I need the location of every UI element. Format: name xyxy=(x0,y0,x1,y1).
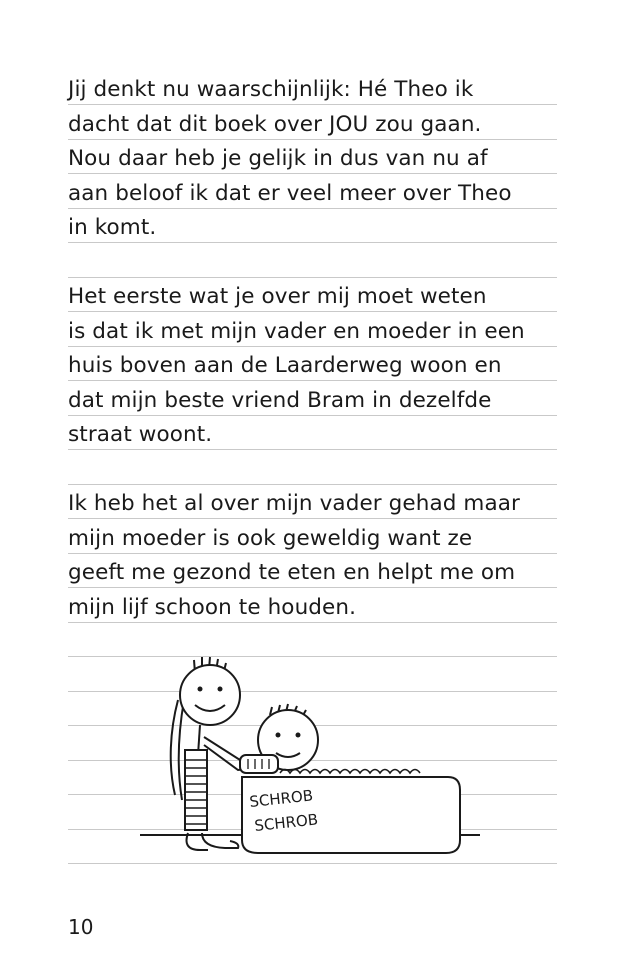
ruled-line xyxy=(68,208,557,209)
ruled-line xyxy=(68,242,557,243)
text-line: geeft me gezond te eten en helpt me om xyxy=(68,560,516,585)
text-line: is dat ik met mijn vader en moeder in een xyxy=(68,318,525,344)
ruled-line xyxy=(68,484,557,485)
ruled-line xyxy=(68,518,557,519)
ruled-line xyxy=(68,449,557,450)
sound-effect-2: SCHROB xyxy=(253,810,319,835)
page-number: 10 xyxy=(68,915,94,939)
ruled-line xyxy=(68,346,557,347)
mother-scrubbing-child-illustration xyxy=(130,655,490,870)
text-line: dat mijn beste vriend Bram in dezelfde xyxy=(68,387,492,413)
text-line: Ik heb het al over mijn vader gehad maar xyxy=(68,491,520,516)
text-line: Het eerste wat je over mij moet weten xyxy=(68,284,487,309)
ruled-line xyxy=(68,587,557,588)
text-line: aan beloof ik dat er veel meer over Theo xyxy=(68,180,512,206)
ruled-line xyxy=(68,311,557,312)
text-line: mijn lijf schoon te houden. xyxy=(68,594,357,620)
ruled-line xyxy=(68,553,557,554)
ruled-line xyxy=(68,173,557,174)
ruled-line xyxy=(68,622,557,623)
text-line: huis boven aan de Laarderweg woon en xyxy=(68,353,502,378)
ruled-line xyxy=(68,277,557,278)
text-line: Nou daar heb je gelijk in dus van nu af xyxy=(68,146,488,171)
ruled-line xyxy=(68,380,557,381)
ruled-line xyxy=(68,415,557,416)
ruled-line xyxy=(68,139,557,140)
sound-effect-1: SCHROB xyxy=(248,786,314,811)
ruled-line xyxy=(68,104,557,105)
text-line: mijn moeder is ook geweldig want ze xyxy=(68,525,473,551)
text-line: in komt. xyxy=(68,215,157,240)
text-line: dacht dat dit boek over JOU zou gaan. xyxy=(68,111,482,137)
text-line: Jij denkt nu waarschijnlijk: Hé Theo ik xyxy=(68,77,474,102)
text-line: straat woont. xyxy=(68,422,213,447)
